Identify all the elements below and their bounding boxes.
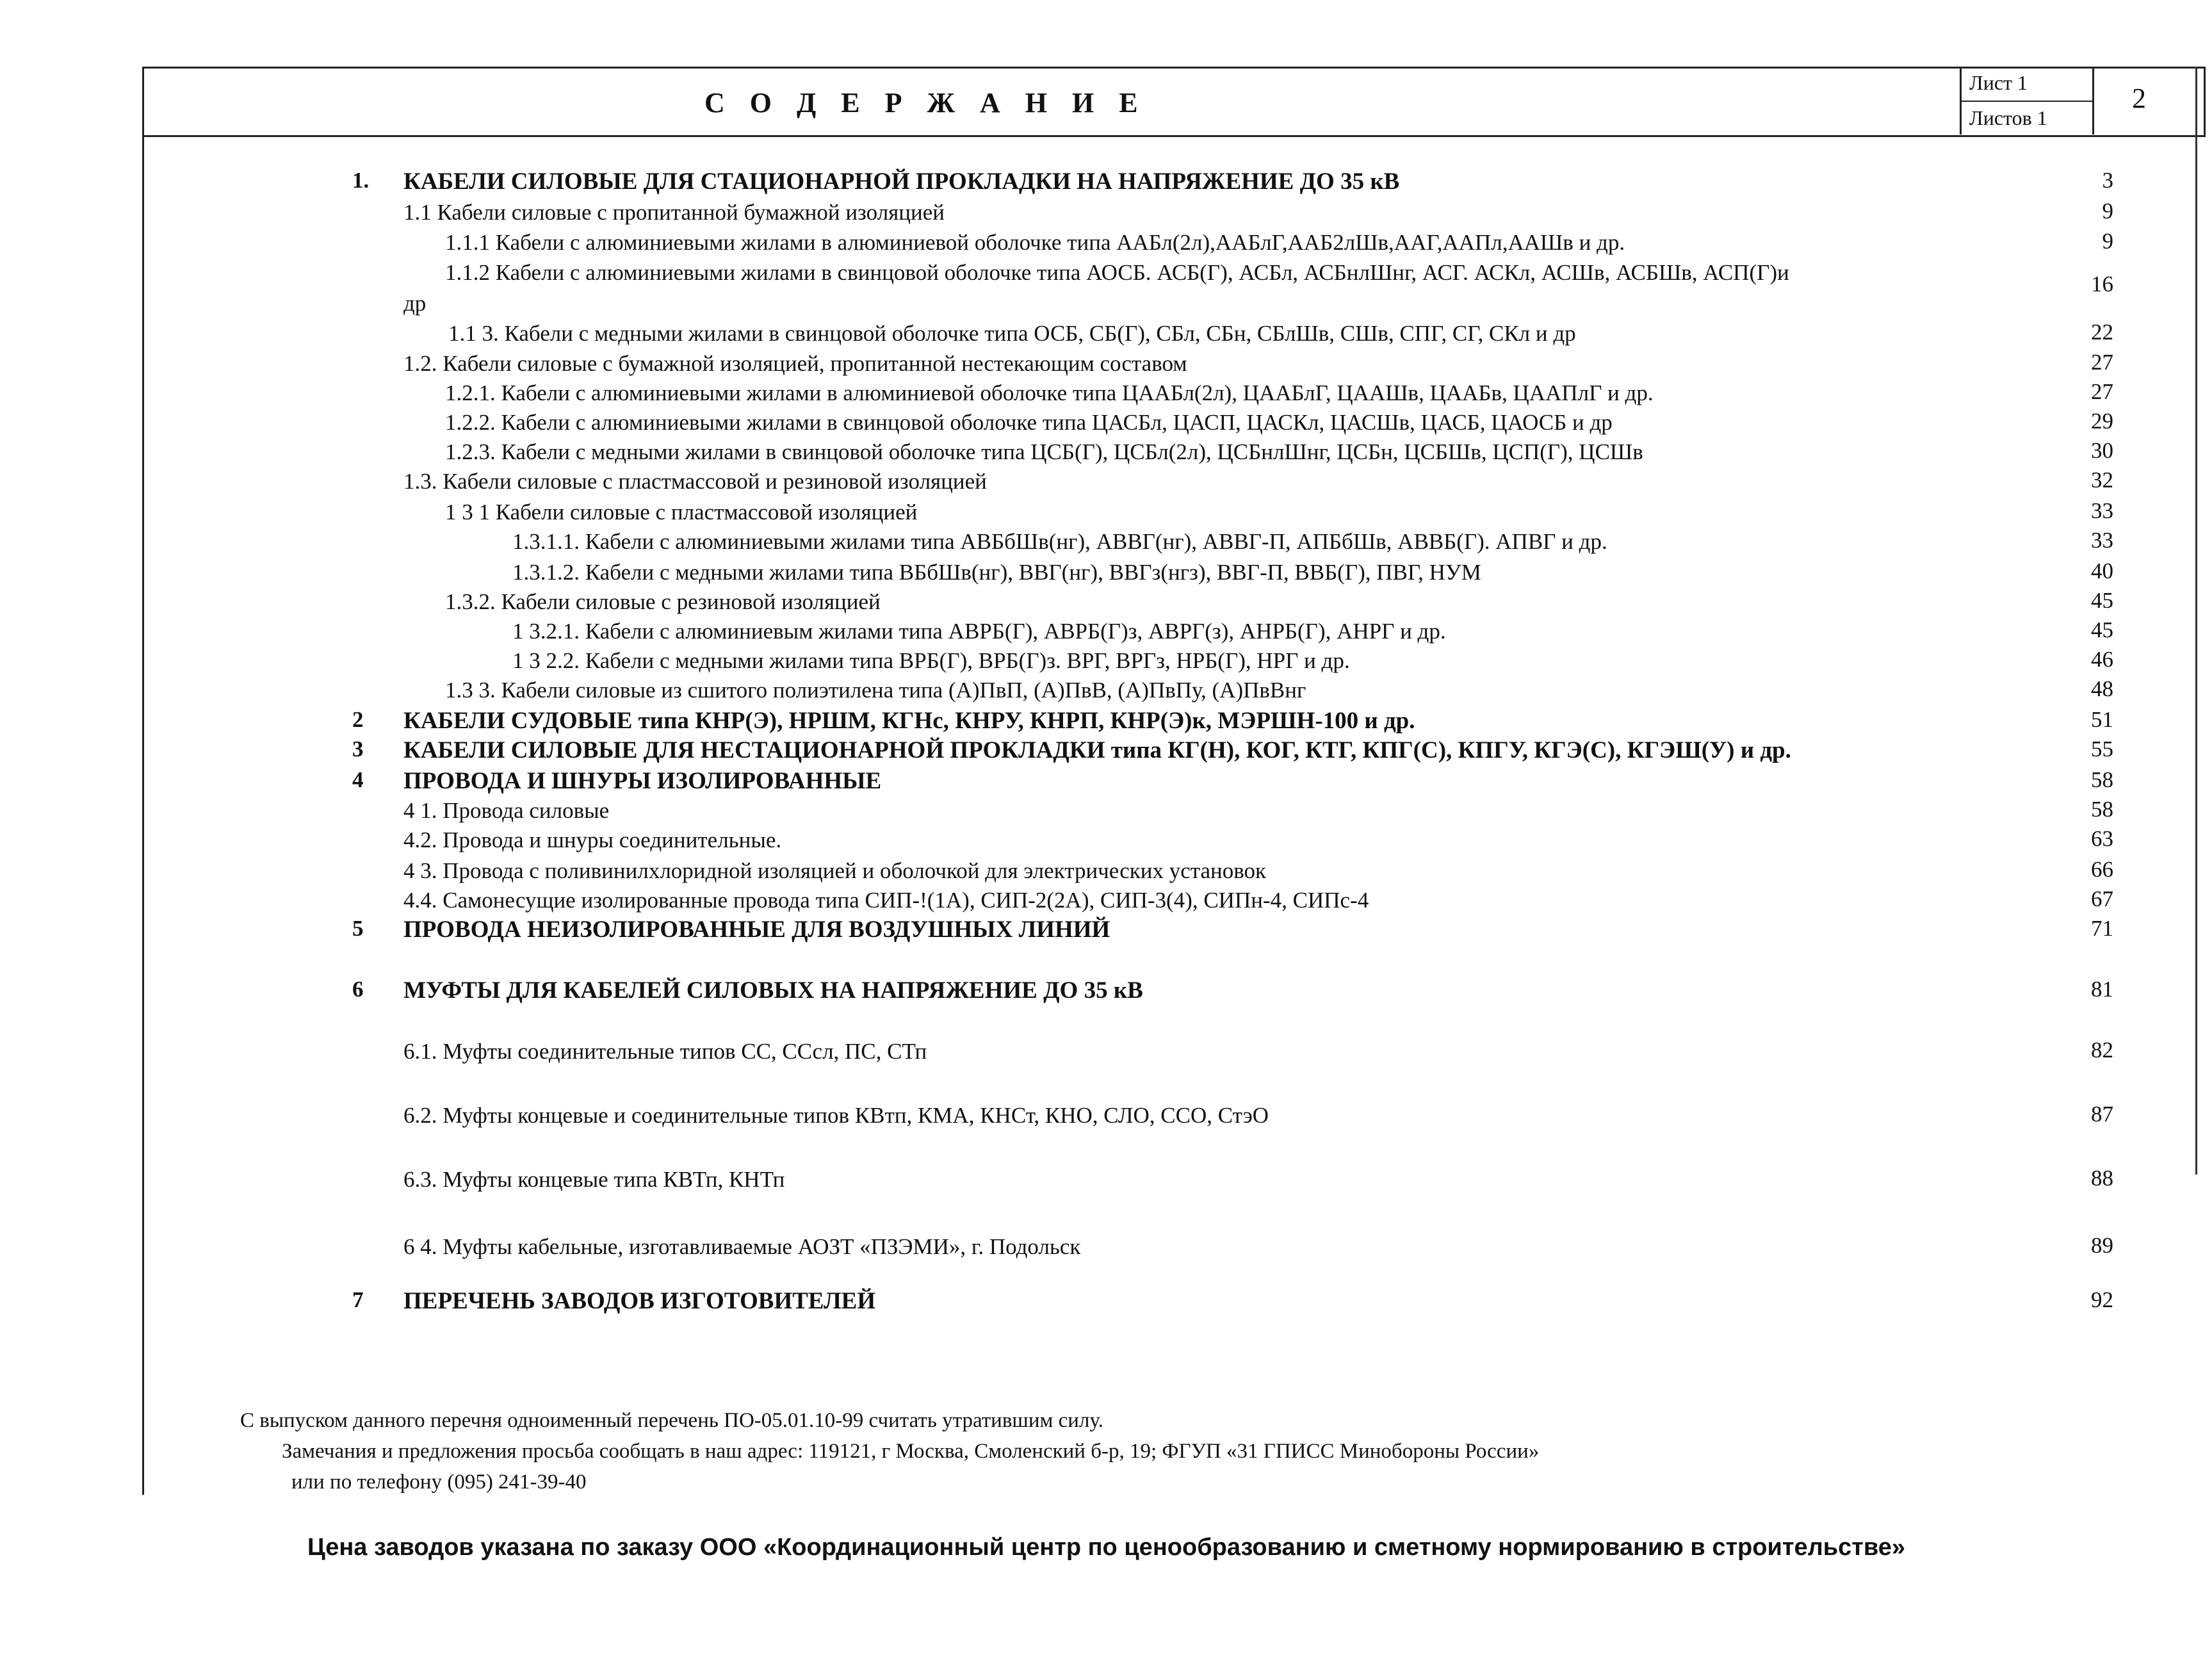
toc-entry: 1 3.2.1. Кабели с алюминиевым жилами типа АВРБ(Г), АВРБ(Г)з, АВРГ(з), АНРБ(Г), АНРГ и др. xyxy=(512,619,1446,644)
toc-entry: 6 4. Муфты кабельные, изготавливаемые АОЗТ «ПЗЭМИ», г. Подольск xyxy=(403,1234,1081,1259)
note-line-2: Замечания и предложения просьба сообщать в наш адрес: 119121, г Москва, Смоленский б-р, 19; ФГУП «31 ГПИСС Минобороны России» xyxy=(282,1440,1540,1463)
toc-entry: ПРОВОДА И ШНУРЫ ИЗОЛИРОВАННЫЕ xyxy=(403,768,882,794)
toc-page-number: 27 xyxy=(2091,350,2113,375)
toc-entry: ПРОВОДА НЕИЗОЛИРОВАННЫЕ ДЛЯ ВОЗДУШНЫХ ЛИНИЙ xyxy=(403,916,1110,943)
footer-note: Цена заводов указана по заказу ООО «Координационный центр по ценообразованию и сметному нормированию в строительстве» xyxy=(307,1534,1905,1561)
toc-page-number: 9 xyxy=(2102,229,2113,254)
toc-page-number: 66 xyxy=(2091,857,2113,882)
sheet-label: Лист 1 xyxy=(1969,71,2028,94)
toc-entry: КАБЕЛИ СУДОВЫЕ типа КНР(Э), НРШМ, КГНс, КНРУ, КНРП, КНР(Э)к, МЭРШН-100 и др. xyxy=(403,708,1415,734)
toc-index: 7 xyxy=(352,1287,364,1312)
toc-page-number: 55 xyxy=(2091,737,2113,762)
toc-entry: 1.2.3. Кабели с медными жилами в свинцовой оболочке типа ЦСБ(Г), ЦСБл(2л), ЦСБнлШнг, ЦСБн, ЦСБШв, ЦСП(Г), ЦСШв xyxy=(445,439,1643,464)
toc-entry: др xyxy=(403,291,427,316)
note-line-3: или по телефону (095) 241-39-40 xyxy=(291,1470,587,1494)
toc-entry: 4 1. Провода силовые xyxy=(403,798,610,823)
toc-page-number: 48 xyxy=(2091,676,2113,701)
toc-entry: 1 3 2.2. Кабели с медными жилами типа ВРБ(Г), ВРБ(Г)з. ВРГ, ВРГз, НРБ(Г), НРГ и др. xyxy=(512,648,1350,673)
toc-entry: 1.2. Кабели силовые с бумажной изоляцией, пропитанной нестекающим составом xyxy=(403,351,1187,376)
toc-entry: ПЕРЕЧЕНЬ ЗАВОДОВ ИЗГОТОВИТЕЛЕЙ xyxy=(403,1288,876,1314)
toc-page-number: 46 xyxy=(2091,647,2113,672)
header-frame xyxy=(142,67,2206,137)
toc-page-number: 3 xyxy=(2102,168,2113,193)
toc-page-number: 92 xyxy=(2091,1287,2113,1312)
toc-entry: МУФТЫ ДЛЯ КАБЕЛЕЙ СИЛОВЫХ НА НАПРЯЖЕНИЕ ДО 35 кВ xyxy=(403,977,1143,1004)
toc-page-number: 27 xyxy=(2091,379,2113,404)
toc-page-number: 40 xyxy=(2091,558,2113,583)
toc-page-number: 88 xyxy=(2091,1166,2113,1191)
toc-page-number: 9 xyxy=(2102,199,2113,224)
right-border xyxy=(2195,67,2197,1175)
toc-page-number: 29 xyxy=(2091,409,2113,434)
toc-page-number: 16 xyxy=(2091,272,2113,297)
page-title: С О Д Е Р Ж А Н И Е xyxy=(704,87,1147,118)
toc-entry: 1.2.2. Кабели с алюминиевыми жилами в свинцовой оболочке типа ЦАСБл, ЦАСП, ЦАСКл, ЦАСШв, ЦАСБ, ЦАОСБ и др xyxy=(445,410,1613,435)
toc-entry: 1.1 3. Кабели с медными жилами в свинцовой оболочке типа ОСБ, СБ(Г), СБл, СБн, СБлШв, СШв, СПГ, СГ, СКл и др xyxy=(448,321,1576,346)
toc-page-number: 71 xyxy=(2091,916,2113,941)
toc-page-number: 33 xyxy=(2091,498,2113,523)
toc-page-number: 67 xyxy=(2091,886,2113,911)
toc-entry: 1.3 3. Кабели силовые из сшитого полиэтилена типа (А)ПвП, (А)ПвВ, (А)ПвПу, (А)ПвВнг xyxy=(445,678,1306,703)
toc-page-number: 32 xyxy=(2091,468,2113,493)
toc-page-number: 89 xyxy=(2091,1233,2113,1258)
toc-entry: 6.1. Муфты соединительные типов СС, ССсл, ПС, СТп xyxy=(403,1039,927,1064)
toc-entry: 1.1 Кабели силовые с пропитанной бумажной изоляцией xyxy=(403,200,945,225)
toc-entry: 1.3. Кабели силовые с пластмассовой и резиновой изоляцией xyxy=(403,469,987,494)
toc-index: 1. xyxy=(352,168,370,193)
toc-page-number: 30 xyxy=(2091,438,2113,463)
toc-entry: 1.1.2 Кабели с алюминиевыми жилами в свинцовой оболочке типа АОСБ. АСБ(Г), АСБл, АСБнлШнг, АСГ. АСКл, АСШв, АСБШв, АСП(Г)и xyxy=(445,260,1789,285)
sheets-label: Листов 1 xyxy=(1962,101,2092,134)
left-border xyxy=(142,67,144,1495)
toc-page-number: 58 xyxy=(2091,797,2113,822)
toc-entry: 6.2. Муфты концевые и соединительные типов КВтп, КМА, КНСт, КНО, СЛО, ССО, СтэО xyxy=(403,1103,1269,1128)
toc-page-number: 51 xyxy=(2091,707,2113,732)
toc-page-number: 82 xyxy=(2091,1038,2113,1063)
toc-entry: 1.3.2. Кабели силовые с резиновой изоляцией xyxy=(445,589,881,614)
toc-page-number: 58 xyxy=(2091,767,2113,792)
toc-index: 6 xyxy=(352,977,364,1002)
note-line-1: С выпуском данного перечня одноименный перечень ПО-05.01.10-99 считать утратившим силу. xyxy=(240,1409,1103,1432)
toc-entry: 4.4. Самонесущие изолированные провода типа СИП-!(1А), СИП-2(2А), СИП-3(4), СИПн-4, СИПс-4 xyxy=(403,888,1369,913)
toc-entry: 4.2. Провода и шнуры соединительные. xyxy=(403,827,782,852)
toc-page-number: 87 xyxy=(2091,1102,2113,1127)
page-number: 2 xyxy=(2132,83,2146,114)
toc-entry: 1.1.1 Кабели с алюминиевыми жилами в алюминиевой оболочке типа ААБл(2л),ААБлГ,ААБ2лШв,ААГ,ААПл,ААШв и др. xyxy=(445,230,1625,255)
toc-index: 3 xyxy=(352,737,364,762)
toc-page-number: 45 xyxy=(2091,617,2113,642)
toc-index: 2 xyxy=(352,707,364,732)
toc-entry: 1 3 1 Кабели силовые с пластмассовой изоляцией xyxy=(445,500,918,525)
toc-page-number: 81 xyxy=(2091,977,2113,1002)
toc-entry: 4 3. Провода с поливинилхлоридной изоляцией и оболочкой для электрических установок xyxy=(403,858,1267,883)
toc-page-number: 45 xyxy=(2091,588,2113,613)
toc-entry: 1.2.1. Кабели с алюминиевыми жилами в алюминиевой оболочке типа ЦААБл(2л), ЦААБлГ, ЦААШв, ЦААБв, ЦААПлГ и др. xyxy=(445,380,1654,405)
toc-page-number: 63 xyxy=(2091,826,2113,851)
toc-entry: КАБЕЛИ СИЛОВЫЕ ДЛЯ СТАЦИОНАРНОЙ ПРОКЛАДКИ НА НАПРЯЖЕНИЕ ДО 35 кВ xyxy=(403,168,1400,195)
toc-index: 5 xyxy=(352,916,364,941)
toc-entry: 6.3. Муфты концевые типа КВТп, КНТп xyxy=(403,1167,785,1192)
toc-entry: 1.3.1.1. Кабели с алюминиевыми жилами типа АВБбШв(нг), АВВГ(нг), АВВГ-П, АПБбШв, АВВБ(Г). АПВГ и др. xyxy=(512,529,1607,554)
toc-page-number: 33 xyxy=(2091,528,2113,553)
toc-index: 4 xyxy=(352,767,364,792)
toc-entry: КАБЕЛИ СИЛОВЫЕ ДЛЯ НЕСТАЦИОНАРНОЙ ПРОКЛАДКИ типа КГ(Н), КОГ, КТГ, КПГ(С), КПГУ, КГЭ(С), КГЭШ(У) и др. xyxy=(403,737,1791,763)
toc-entry: 1.3.1.2. Кабели с медными жилами типа ВБбШв(нг), ВВГ(нг), ВВГз(нгз), ВВГ-П, ВВБ(Г), ПВГ, НУМ xyxy=(512,560,1481,585)
toc-page-number: 22 xyxy=(2091,320,2113,345)
sheet-info-box xyxy=(1960,67,2094,134)
